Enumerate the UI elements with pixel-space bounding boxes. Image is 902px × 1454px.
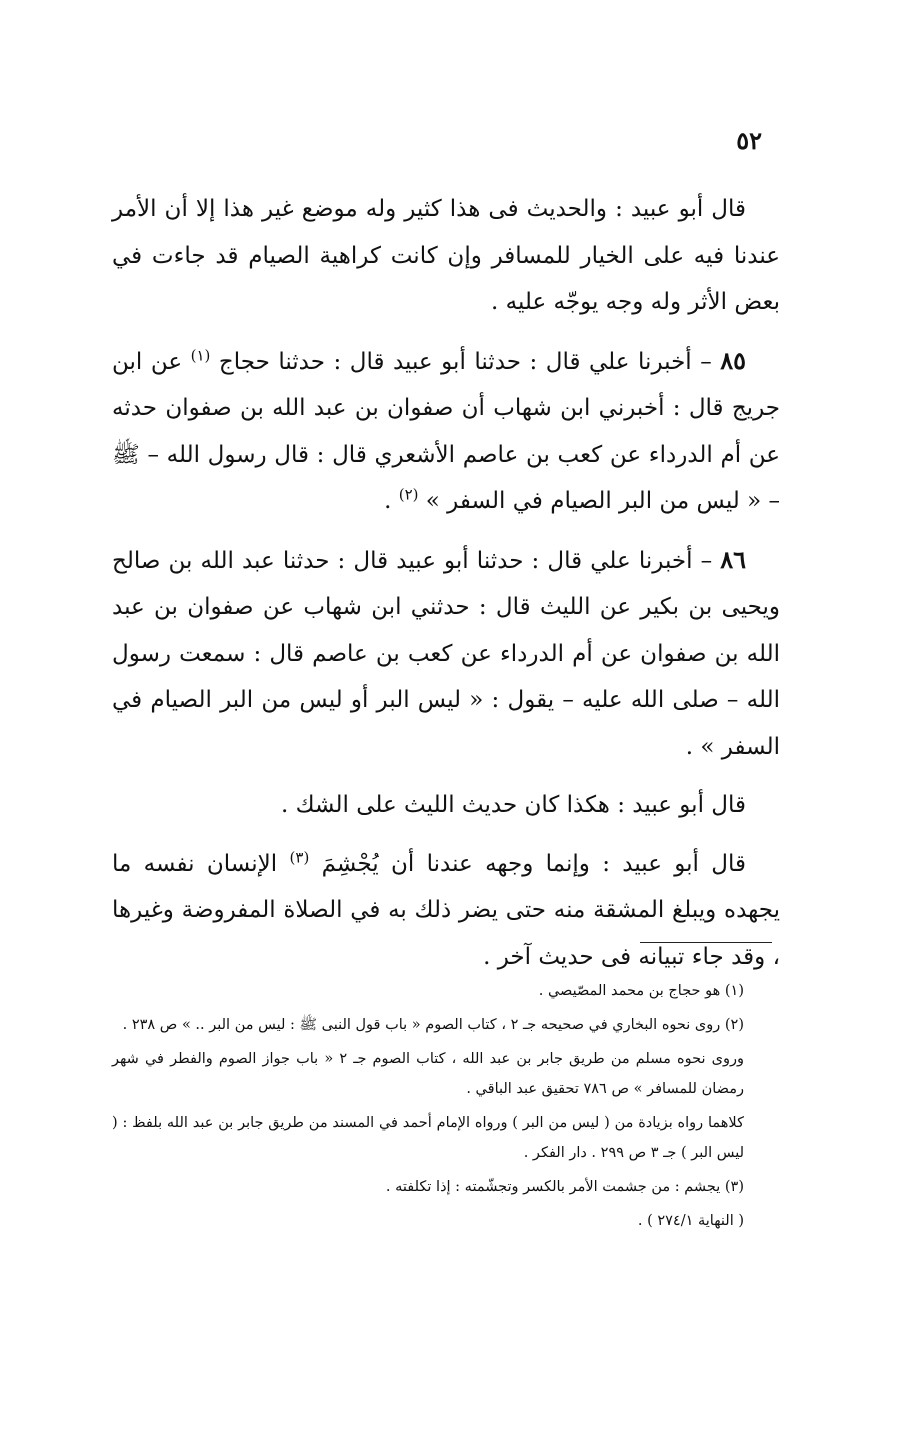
hadith-text: . [384,488,399,514]
footnote-3: (٣) يجشم : من جشمت الأمر بالكسر وتجشّمته : إذا تكلفته . [385,1179,744,1195]
footnote-1: (١) هو حجاج بن محمد المصّيصي . [538,983,744,999]
hadith-86 [112,537,780,771]
hadith-85 [112,338,780,525]
paragraph-text: قال أبو عبيد : وإنما وجهه عندنا أن يُجْشِمَ [309,850,746,877]
hadith-text: عن ابن جريج قال : أخبرني ابن شهاب أن صفوان بن عبد الله بن صفوان حدثه عن أم الدرداء عن كعب بن عاصم الأشعري قال : قال رسول الله – ﷺ – « ليس من البر الصيام في السفر » [112,348,780,514]
footnote-marker: (٢) [398,485,419,504]
paragraph-comment [112,782,780,829]
hadith-text: – أخبرنا علي قال : حدثنا أبو عبيد قال : حدثنا عبد الله بن صالح ويحيى بن بكير عن الليث قال : حدثني ابن شهاب عن صفوان بن عبد الله بن صفوان عن أم الدرداء عن كعب بن عاصم قال : سمعت رسول الله – صلى الله عليه – يقول : « ليس البر أو ليس من البر الصيام في السفر » . [112,547,780,760]
paragraph-text: الإنسان نفسه ما يجهده ويبلغ المشقة منه حتى يضر ذلك به في الصلاة المفروضة وغيرها ، وقد جاء تبيانه فى حديث آخر . [112,850,780,970]
footnote-2-continued: وروى نحوه مسلم من طريق جابر بن عبد الله ، كتاب الصوم جـ ٢ « باب جواز الصوم والفطر في شهر رمضان للمسافر » ص ٧٨٦ تحقيق عبد الباقي . [112,1051,744,1097]
footnote-marker: (١) [190,345,211,364]
hadith-number: ٨٥ [720,345,746,375]
page-number: ٥٢ [736,126,762,155]
hadith-number: ٨٦ [720,544,746,574]
paragraph-text: قال أبو عبيد : هكذا كان حديث الليث على الشك . [281,792,746,818]
main-text [112,186,780,992]
paragraph-intro [112,186,780,326]
footnote-marker: (٣) [289,847,310,866]
footnotes [112,976,780,1240]
footnote-3-source: ( النهاية ٢٧٤/١ ) . [637,1213,744,1229]
footnote-divider [640,942,772,943]
hadith-text: – أخبرنا علي قال : حدثنا أبو عبيد قال : حدثنا حجاج [210,348,721,375]
footnote-2: (٢) روى نحوه البخاري في صحيحه جـ ٢ ، كتاب الصوم « باب قول النبى ﷺ : ليس من البر .. » ص ٢٣٨ . [122,1017,744,1033]
paragraph-explanation [112,841,780,981]
paragraph-text: قال أبو عبيد : والحديث فى هذا كثير وله موضع غير هذا إلا أن الأمر عندنا فيه على الخيار للمسافر وإن كانت كراهية الصيام قد جاءت في بعض الأثر وله وجه يوجّه عليه . [112,196,780,315]
footnote-2-continued: كلاهما رواه بزيادة من ( ليس من البر ) ورواه الإمام أحمد في المسند من طريق جابر بن عبد الله بلفظ : ( ليس البر ) جـ ٣ ص ٢٩٩ . دار الفكر . [112,1115,744,1161]
